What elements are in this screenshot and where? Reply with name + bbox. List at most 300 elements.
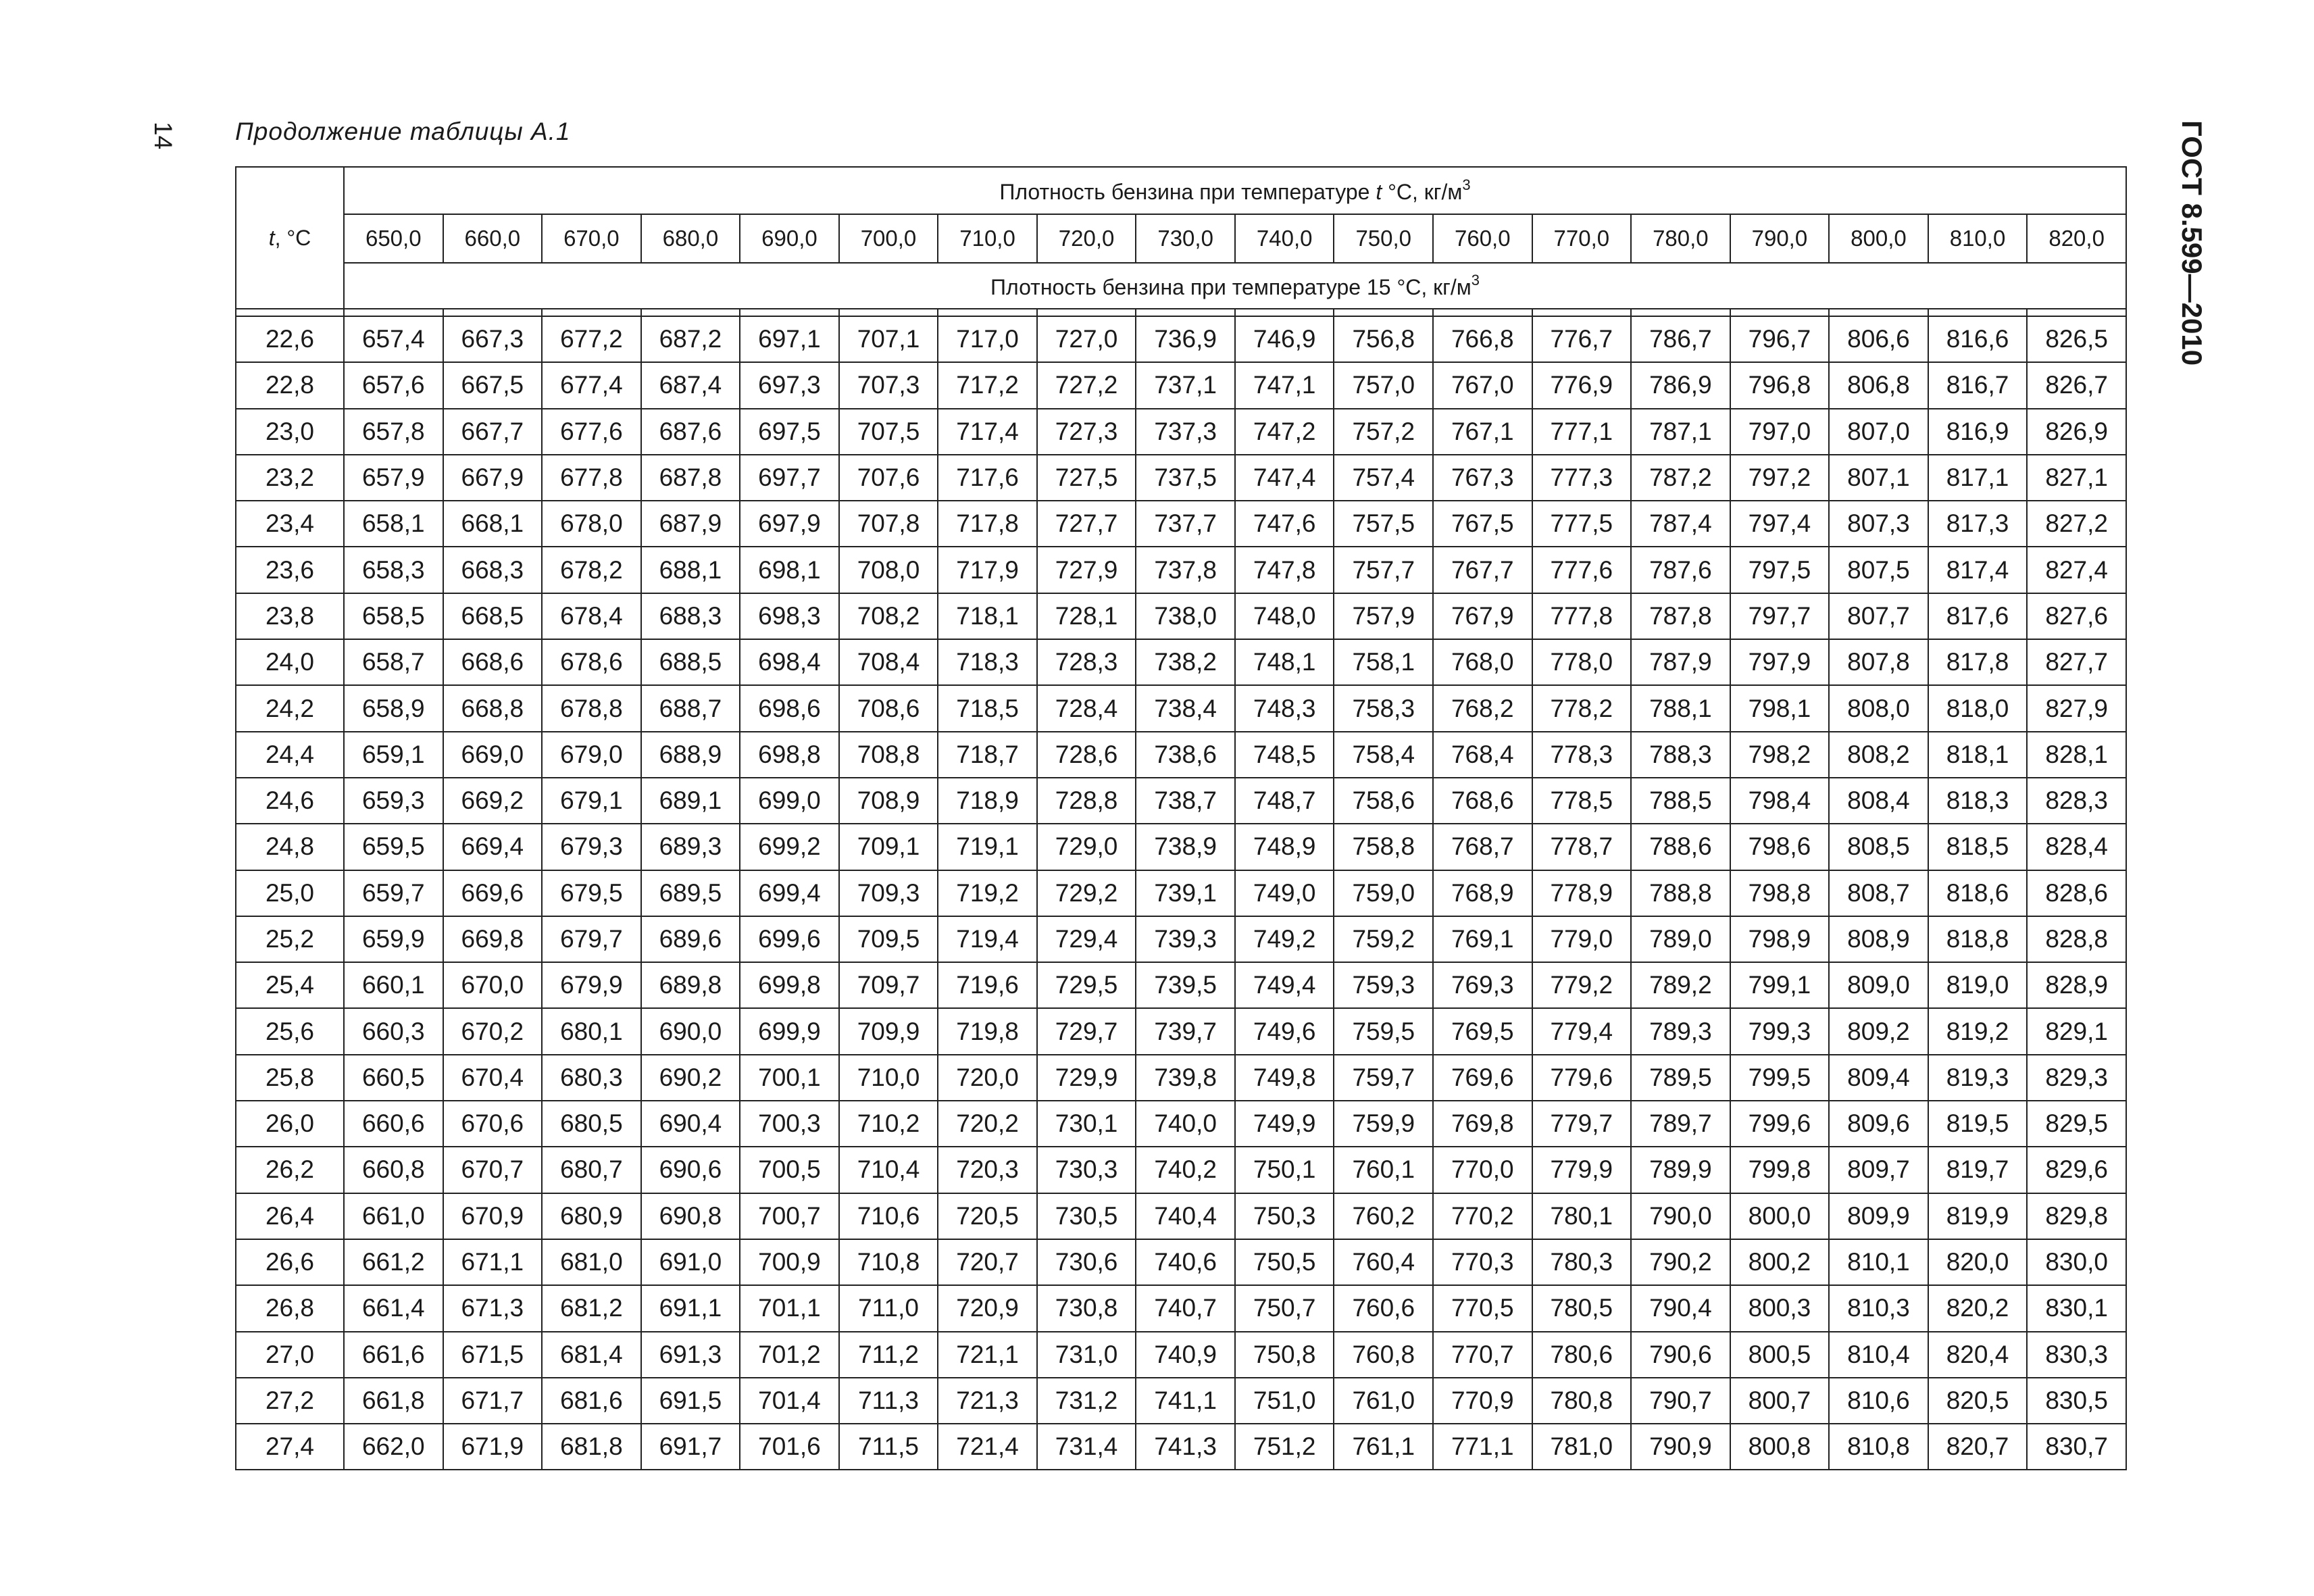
column-header: 820,0	[2027, 214, 2126, 263]
density-cell: 806,6	[1829, 316, 1928, 362]
temperature-cell: 22,6	[236, 316, 344, 362]
density-cell: 757,0	[1334, 362, 1433, 408]
density-cell: 780,8	[1532, 1378, 1632, 1424]
density-cell: 789,2	[1631, 962, 1730, 1008]
density-cell: 759,9	[1334, 1101, 1433, 1147]
density-cell: 788,6	[1631, 824, 1730, 870]
density-cell: 810,8	[1829, 1424, 1928, 1470]
density-cell: 741,3	[1136, 1424, 1235, 1470]
density-cell: 750,1	[1235, 1147, 1334, 1193]
density-cell: 671,5	[443, 1332, 543, 1378]
density-cell: 780,1	[1532, 1193, 1632, 1239]
density-cell: 730,3	[1037, 1147, 1136, 1193]
density-cell: 820,2	[1928, 1285, 2028, 1331]
density-cell: 807,3	[1829, 501, 1928, 547]
density-cell: 688,9	[641, 732, 740, 778]
density-cell: 807,8	[1829, 639, 1928, 685]
density-cell: 740,9	[1136, 1332, 1235, 1378]
gap-cell	[641, 309, 740, 316]
density-cell: 681,4	[542, 1332, 641, 1378]
density-cell: 768,2	[1433, 685, 1532, 731]
column-header: 680,0	[641, 214, 740, 263]
density-cell: 738,2	[1136, 639, 1235, 685]
density-cell: 818,1	[1928, 732, 2028, 778]
header-density-at-15-sup: 3	[1471, 272, 1480, 289]
temperature-cell: 25,4	[236, 962, 344, 1008]
density-cell: 690,8	[641, 1193, 740, 1239]
density-cell: 691,1	[641, 1285, 740, 1331]
density-cell: 709,7	[839, 962, 938, 1008]
density-cell: 680,7	[542, 1147, 641, 1193]
table-row	[236, 778, 2126, 824]
density-cell: 687,8	[641, 455, 740, 501]
density-cell: 748,0	[1235, 593, 1334, 639]
density-cell: 820,0	[1928, 1239, 2028, 1285]
t-header-var: t	[268, 225, 275, 250]
density-cell: 759,7	[1334, 1055, 1433, 1101]
density-cell: 789,9	[1631, 1147, 1730, 1193]
density-cell: 680,1	[542, 1008, 641, 1054]
column-header: 750,0	[1334, 214, 1433, 263]
density-cell: 688,3	[641, 593, 740, 639]
column-header: 710,0	[938, 214, 1037, 263]
density-cell: 737,3	[1136, 409, 1235, 455]
table-row	[236, 1239, 2126, 1285]
density-cell: 717,4	[938, 409, 1037, 455]
density-cell: 827,4	[2027, 547, 2126, 593]
gap-cell	[938, 309, 1037, 316]
density-cell: 747,6	[1235, 501, 1334, 547]
density-cell: 747,8	[1235, 547, 1334, 593]
density-cell: 727,7	[1037, 501, 1136, 547]
density-cell: 680,3	[542, 1055, 641, 1101]
density-cell: 669,8	[443, 916, 543, 962]
density-cell: 769,1	[1433, 916, 1532, 962]
density-cell: 701,1	[740, 1285, 839, 1331]
density-cell: 738,0	[1136, 593, 1235, 639]
density-cell: 790,6	[1631, 1332, 1730, 1378]
density-cell: 719,1	[938, 824, 1037, 870]
density-cell: 660,1	[344, 962, 443, 1008]
density-cell: 690,4	[641, 1101, 740, 1147]
density-cell: 830,0	[2027, 1239, 2126, 1285]
density-cell: 678,2	[542, 547, 641, 593]
density-cell: 819,2	[1928, 1008, 2028, 1054]
density-cell: 739,1	[1136, 870, 1235, 916]
gap-cell	[1235, 309, 1334, 316]
density-cell: 701,2	[740, 1332, 839, 1378]
density-cell: 730,6	[1037, 1239, 1136, 1285]
density-cell: 748,1	[1235, 639, 1334, 685]
density-cell: 751,0	[1235, 1378, 1334, 1424]
density-cell: 779,2	[1532, 962, 1632, 1008]
density-cell: 746,9	[1235, 316, 1334, 362]
density-cell: 740,7	[1136, 1285, 1235, 1331]
density-cell: 786,9	[1631, 362, 1730, 408]
density-cell: 770,2	[1433, 1193, 1532, 1239]
density-cell: 670,0	[443, 962, 543, 1008]
density-cell: 818,6	[1928, 870, 2028, 916]
density-cell: 728,6	[1037, 732, 1136, 778]
density-cell: 730,5	[1037, 1193, 1136, 1239]
t-header-unit: , °C	[274, 225, 311, 250]
density-cell: 827,6	[2027, 593, 2126, 639]
density-cell: 659,3	[344, 778, 443, 824]
density-cell: 717,2	[938, 362, 1037, 408]
density-cell: 700,5	[740, 1147, 839, 1193]
density-cell: 668,8	[443, 685, 543, 731]
density-cell: 826,7	[2027, 362, 2126, 408]
gap-cell	[1829, 309, 1928, 316]
density-cell: 757,5	[1334, 501, 1433, 547]
temperature-cell: 24,4	[236, 732, 344, 778]
density-cell: 680,9	[542, 1193, 641, 1239]
density-cell: 671,7	[443, 1378, 543, 1424]
density-cell: 698,8	[740, 732, 839, 778]
gap-cell	[740, 309, 839, 316]
density-cell: 767,7	[1433, 547, 1532, 593]
density-cell: 798,8	[1730, 870, 1830, 916]
column-header: 800,0	[1829, 214, 1928, 263]
density-cell: 761,1	[1334, 1424, 1433, 1470]
density-cell: 799,3	[1730, 1008, 1830, 1054]
density-cell: 711,3	[839, 1378, 938, 1424]
column-header: 740,0	[1235, 214, 1334, 263]
density-cell: 700,9	[740, 1239, 839, 1285]
density-cell: 660,6	[344, 1101, 443, 1147]
table-row	[236, 1008, 2126, 1054]
table-row	[236, 593, 2126, 639]
temperature-cell: 25,6	[236, 1008, 344, 1054]
table-row	[236, 409, 2126, 455]
density-cell: 808,7	[1829, 870, 1928, 916]
density-cell: 747,1	[1235, 362, 1334, 408]
table-row	[236, 547, 2126, 593]
table-row	[236, 639, 2126, 685]
density-cell: 789,5	[1631, 1055, 1730, 1101]
table-body	[236, 316, 2126, 1470]
density-cell: 827,2	[2027, 501, 2126, 547]
density-cell: 668,5	[443, 593, 543, 639]
density-cell: 690,0	[641, 1008, 740, 1054]
density-cell: 720,5	[938, 1193, 1037, 1239]
density-cell: 720,2	[938, 1101, 1037, 1147]
density-cell: 789,7	[1631, 1101, 1730, 1147]
density-cell: 751,2	[1235, 1424, 1334, 1470]
density-cell: 819,0	[1928, 962, 2028, 1008]
gap-cell	[344, 309, 443, 316]
density-cell: 661,0	[344, 1193, 443, 1239]
density-cell: 661,4	[344, 1285, 443, 1331]
density-cell: 728,8	[1037, 778, 1136, 824]
density-cell: 658,3	[344, 547, 443, 593]
density-cell: 768,0	[1433, 639, 1532, 685]
density-cell: 770,5	[1433, 1285, 1532, 1331]
density-cell: 797,4	[1730, 501, 1830, 547]
density-cell: 691,5	[641, 1378, 740, 1424]
density-cell: 740,0	[1136, 1101, 1235, 1147]
density-cell: 829,1	[2027, 1008, 2126, 1054]
table-row	[236, 1285, 2126, 1331]
density-cell: 698,4	[740, 639, 839, 685]
density-cell: 678,0	[542, 501, 641, 547]
density-cell: 711,5	[839, 1424, 938, 1470]
density-cell: 786,7	[1631, 316, 1730, 362]
density-cell: 828,8	[2027, 916, 2126, 962]
density-cell: 778,7	[1532, 824, 1632, 870]
density-cell: 679,0	[542, 732, 641, 778]
density-cell: 700,3	[740, 1101, 839, 1147]
density-cell: 728,4	[1037, 685, 1136, 731]
density-cell: 721,1	[938, 1332, 1037, 1378]
density-cell: 720,9	[938, 1285, 1037, 1331]
density-cell: 740,6	[1136, 1239, 1235, 1285]
density-cell: 670,7	[443, 1147, 543, 1193]
density-cell: 809,6	[1829, 1101, 1928, 1147]
density-cell: 788,5	[1631, 778, 1730, 824]
density-cell: 658,9	[344, 685, 443, 731]
table-row	[236, 362, 2126, 408]
density-cell: 828,6	[2027, 870, 2126, 916]
density-cell: 657,8	[344, 409, 443, 455]
temperature-cell: 24,2	[236, 685, 344, 731]
density-cell: 740,2	[1136, 1147, 1235, 1193]
density-cell: 737,7	[1136, 501, 1235, 547]
density-cell: 798,1	[1730, 685, 1830, 731]
gap-cell	[1631, 309, 1730, 316]
density-cell: 778,3	[1532, 732, 1632, 778]
density-cell: 699,9	[740, 1008, 839, 1054]
density-cell: 738,7	[1136, 778, 1235, 824]
density-cell: 807,5	[1829, 547, 1928, 593]
density-cell: 781,0	[1532, 1424, 1632, 1470]
density-cell: 760,4	[1334, 1239, 1433, 1285]
density-cell: 679,9	[542, 962, 641, 1008]
density-cell: 777,6	[1532, 547, 1632, 593]
density-cell: 748,3	[1235, 685, 1334, 731]
density-cell: 661,2	[344, 1239, 443, 1285]
density-cell: 718,9	[938, 778, 1037, 824]
density-cell: 829,5	[2027, 1101, 2126, 1147]
density-cell: 738,4	[1136, 685, 1235, 731]
density-cell: 707,1	[839, 316, 938, 362]
temperature-cell: 25,0	[236, 870, 344, 916]
table-row	[236, 870, 2126, 916]
density-cell: 680,5	[542, 1101, 641, 1147]
density-cell: 731,4	[1037, 1424, 1136, 1470]
density-cell: 828,9	[2027, 962, 2126, 1008]
density-cell: 819,3	[1928, 1055, 2028, 1101]
density-cell: 730,8	[1037, 1285, 1136, 1331]
density-cell: 660,3	[344, 1008, 443, 1054]
density-cell: 807,1	[1829, 455, 1928, 501]
density-cell: 809,7	[1829, 1147, 1928, 1193]
density-cell: 766,8	[1433, 316, 1532, 362]
column-header: 780,0	[1631, 214, 1730, 263]
density-cell: 689,8	[641, 962, 740, 1008]
gap-cell	[1928, 309, 2028, 316]
density-cell: 670,6	[443, 1101, 543, 1147]
temperature-cell: 24,0	[236, 639, 344, 685]
density-cell: 817,4	[1928, 547, 2028, 593]
density-cell: 668,1	[443, 501, 543, 547]
density-cell: 659,7	[344, 870, 443, 916]
density-cell: 727,3	[1037, 409, 1136, 455]
density-cell: 750,8	[1235, 1332, 1334, 1378]
density-cell: 659,9	[344, 916, 443, 962]
density-cell: 708,8	[839, 732, 938, 778]
table-row	[236, 1424, 2126, 1470]
density-cell: 777,3	[1532, 455, 1632, 501]
density-cell: 769,6	[1433, 1055, 1532, 1101]
standard-id: ГОСТ 8.599—2010	[2176, 120, 2208, 366]
column-header: 700,0	[839, 214, 938, 263]
density-cell: 819,5	[1928, 1101, 2028, 1147]
density-cell: 759,2	[1334, 916, 1433, 962]
density-table	[235, 166, 2127, 1470]
density-cell: 796,7	[1730, 316, 1830, 362]
density-cell: 700,1	[740, 1055, 839, 1101]
density-cell: 718,3	[938, 639, 1037, 685]
density-cell: 731,2	[1037, 1378, 1136, 1424]
density-cell: 769,5	[1433, 1008, 1532, 1054]
density-cell: 701,6	[740, 1424, 839, 1470]
density-cell: 681,2	[542, 1285, 641, 1331]
column-header: 730,0	[1136, 214, 1235, 263]
gap-cell	[1433, 309, 1532, 316]
density-cell: 737,5	[1136, 455, 1235, 501]
density-cell: 727,2	[1037, 362, 1136, 408]
density-cell: 769,3	[1433, 962, 1532, 1008]
density-cell: 778,0	[1532, 639, 1632, 685]
density-cell: 817,1	[1928, 455, 2028, 501]
column-header: 810,0	[1928, 214, 2028, 263]
density-cell: 699,4	[740, 870, 839, 916]
gap-cell	[2027, 309, 2126, 316]
density-cell: 749,0	[1235, 870, 1334, 916]
column-header: 670,0	[542, 214, 641, 263]
temperature-cell: 25,2	[236, 916, 344, 962]
density-cell: 747,2	[1235, 409, 1334, 455]
density-cell: 758,1	[1334, 639, 1433, 685]
density-cell: 768,4	[1433, 732, 1532, 778]
density-cell: 780,5	[1532, 1285, 1632, 1331]
density-cell: 710,0	[839, 1055, 938, 1101]
density-cell: 828,1	[2027, 732, 2126, 778]
density-cell: 827,9	[2027, 685, 2126, 731]
density-cell: 688,1	[641, 547, 740, 593]
table-row	[236, 1193, 2126, 1239]
temperature-cell: 23,2	[236, 455, 344, 501]
header-density-at-t	[344, 167, 2126, 214]
density-cell: 790,9	[1631, 1424, 1730, 1470]
density-cell: 707,5	[839, 409, 938, 455]
density-cell: 737,1	[1136, 362, 1235, 408]
density-cell: 739,7	[1136, 1008, 1235, 1054]
density-cell: 818,0	[1928, 685, 2028, 731]
table-row	[236, 685, 2126, 731]
density-cell: 709,5	[839, 916, 938, 962]
density-cell: 757,7	[1334, 547, 1433, 593]
density-cell: 830,3	[2027, 1332, 2126, 1378]
density-cell: 787,2	[1631, 455, 1730, 501]
density-cell: 767,3	[1433, 455, 1532, 501]
density-cell: 787,1	[1631, 409, 1730, 455]
density-cell: 690,6	[641, 1147, 740, 1193]
column-header: 760,0	[1433, 214, 1532, 263]
density-cell: 707,3	[839, 362, 938, 408]
density-cell: 729,0	[1037, 824, 1136, 870]
density-cell: 779,6	[1532, 1055, 1632, 1101]
table-row	[236, 1101, 2126, 1147]
density-cell: 777,1	[1532, 409, 1632, 455]
header-gap-row	[236, 309, 2126, 316]
density-cell: 678,4	[542, 593, 641, 639]
density-cell: 809,2	[1829, 1008, 1928, 1054]
density-cell: 777,5	[1532, 501, 1632, 547]
density-cell: 808,5	[1829, 824, 1928, 870]
table-row	[236, 916, 2126, 962]
density-cell: 709,3	[839, 870, 938, 916]
density-cell: 808,9	[1829, 916, 1928, 962]
density-cell: 679,3	[542, 824, 641, 870]
density-cell: 667,9	[443, 455, 543, 501]
density-cell: 669,0	[443, 732, 543, 778]
density-cell: 800,5	[1730, 1332, 1830, 1378]
density-cell: 738,9	[1136, 824, 1235, 870]
column-header: 720,0	[1037, 214, 1136, 263]
density-cell: 779,0	[1532, 916, 1632, 962]
header-density-at-15	[344, 263, 2126, 309]
density-cell: 750,3	[1235, 1193, 1334, 1239]
page-number: 14	[149, 122, 177, 150]
density-cell: 777,8	[1532, 593, 1632, 639]
density-cell: 678,6	[542, 639, 641, 685]
density-cell: 768,9	[1433, 870, 1532, 916]
density-cell: 798,2	[1730, 732, 1830, 778]
density-cell: 679,5	[542, 870, 641, 916]
density-cell: 697,1	[740, 316, 839, 362]
density-cell: 719,4	[938, 916, 1037, 962]
density-cell: 806,8	[1829, 362, 1928, 408]
density-cell: 829,3	[2027, 1055, 2126, 1101]
density-cell: 689,3	[641, 824, 740, 870]
density-cell: 778,5	[1532, 778, 1632, 824]
density-cell: 721,4	[938, 1424, 1037, 1470]
density-cell: 708,6	[839, 685, 938, 731]
density-cell: 770,0	[1433, 1147, 1532, 1193]
density-cell: 757,4	[1334, 455, 1433, 501]
density-cell: 747,4	[1235, 455, 1334, 501]
density-cell: 787,8	[1631, 593, 1730, 639]
density-cell: 708,4	[839, 639, 938, 685]
density-cell: 718,5	[938, 685, 1037, 731]
temperature-cell: 24,6	[236, 778, 344, 824]
density-cell: 687,4	[641, 362, 740, 408]
density-cell: 817,6	[1928, 593, 2028, 639]
density-cell: 780,3	[1532, 1239, 1632, 1285]
density-cell: 689,1	[641, 778, 740, 824]
density-cell: 808,2	[1829, 732, 1928, 778]
header-density-at-t-var: t	[1376, 180, 1382, 204]
density-cell: 790,4	[1631, 1285, 1730, 1331]
density-cell: 701,4	[740, 1378, 839, 1424]
density-cell: 689,6	[641, 916, 740, 962]
density-cell: 708,2	[839, 593, 938, 639]
density-cell: 677,8	[542, 455, 641, 501]
density-cell: 727,0	[1037, 316, 1136, 362]
density-cell: 717,6	[938, 455, 1037, 501]
